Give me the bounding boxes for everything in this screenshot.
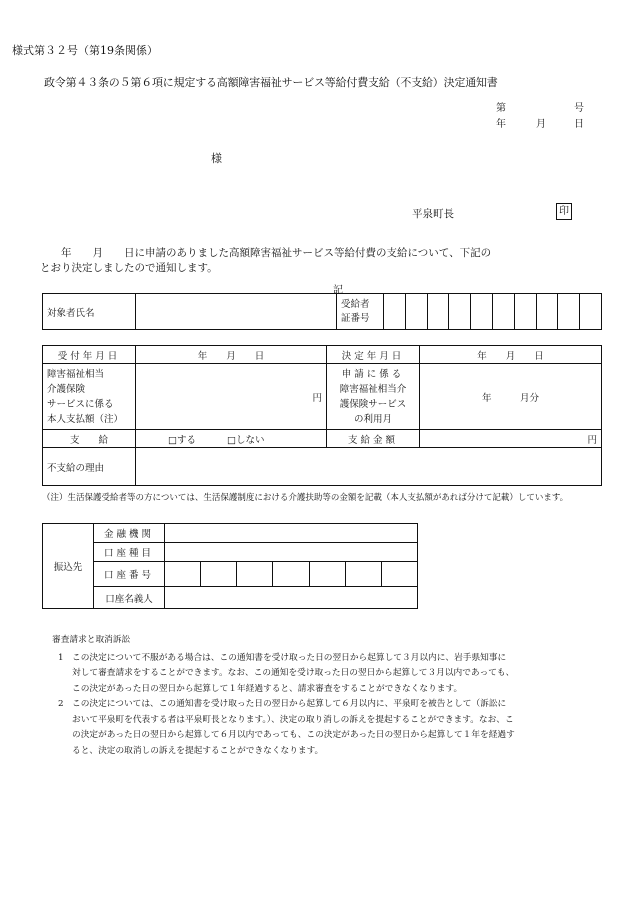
notice-body: [40, 246, 600, 276]
decision-date-label: 決定年月日: [327, 346, 420, 364]
payment-amount-label: 支給金額: [327, 430, 420, 448]
bank-table: [42, 523, 418, 609]
date-month: 月: [536, 119, 546, 130]
appeal-item-number: 2: [58, 699, 64, 709]
non-payment-reason-field[interactable]: [136, 448, 602, 486]
footnote: （注）生活保護受給者等の方については、生活保護制度における介護扶助等の金額を記載（本人支払額があれば分けて記載）しています。: [42, 493, 569, 503]
account-digit-cell[interactable]: [237, 562, 273, 587]
body-line: 年 月 日に申請のありました高額障害福祉サービス等給付費の支給について、下記の: [40, 247, 492, 259]
cert-digit-cell[interactable]: [536, 294, 558, 330]
appeal-item: [52, 697, 592, 759]
payment-no-checkbox[interactable]: □しない: [227, 434, 265, 446]
date-day: 日: [574, 119, 584, 130]
cert-digit-cell[interactable]: [492, 294, 514, 330]
appeal-line: 対して審査請求をすることができます。なお、この通知を受け取った日の翌日から起算して３月以内であっても、: [72, 668, 515, 678]
appeal-heading: 審査請求と取消訴訟: [52, 635, 131, 645]
appeal-section: [52, 633, 592, 759]
transfer-destination-label: 振込先: [43, 524, 94, 609]
received-date-label: 受付年月日: [43, 346, 136, 364]
document-title: 政令第４３条の５第６項に規定する高額障害福祉サービス等給付費支給（不支給）決定通知書: [44, 76, 498, 89]
appeal-line: おいて平泉町を代表する者は平泉町長となります。）、決定の取り消しの訴えを提起することができます。なお、こ: [72, 714, 514, 725]
cert-label-line: 受給者: [341, 298, 370, 310]
bank-name-label: 金融機関: [94, 524, 165, 543]
usage-month-value[interactable]: 年 月分: [420, 364, 602, 430]
ki-heading: 記: [333, 285, 343, 296]
account-number-label: 口座番号: [94, 562, 165, 587]
subject-table: [42, 293, 602, 330]
account-type-field[interactable]: [165, 543, 418, 562]
received-date-value[interactable]: 年 月 日: [136, 346, 327, 364]
decision-date-value[interactable]: 年 月 日: [420, 346, 602, 364]
appeal-line: この決定については、この通知書を受け取った日の翌日から起算して６月以内に、平泉町を被告として（訴訟に: [72, 699, 507, 709]
usage-label-line: の利用月: [353, 413, 392, 425]
body-line: とおり決定しましたので通知します。: [40, 262, 218, 274]
appeal-line: の決定があった日の翌日から起算して６月以内であっても、この決定があった日の翌日から起算して１年を経過す: [72, 730, 515, 740]
certificate-number-label: [337, 294, 384, 330]
usage-label-line: 障害福祉相当介: [339, 383, 407, 395]
bank-name-field[interactable]: [165, 524, 418, 543]
non-payment-reason-label: 不支給の理由: [43, 448, 136, 486]
account-digit-cell[interactable]: [201, 562, 237, 587]
cert-digit-cell[interactable]: [514, 294, 536, 330]
account-holder-label: 口座名義人: [94, 587, 165, 609]
appeal-item: [52, 651, 592, 698]
number-dai: 第: [496, 103, 506, 114]
subject-name-label: 対象者氏名: [43, 294, 136, 330]
account-digit-cell[interactable]: [345, 562, 381, 587]
account-holder-field[interactable]: [165, 587, 418, 609]
account-digit-cell[interactable]: [165, 562, 201, 587]
self-payment-label-line: 障害福祉相当: [47, 368, 105, 380]
recipient-suffix: 様: [211, 152, 222, 165]
payment-yes-checkbox[interactable]: □する: [168, 434, 196, 446]
account-digit-cell[interactable]: [273, 562, 309, 587]
account-type-label: 口座種目: [94, 543, 165, 562]
yen-unit: 円: [587, 434, 597, 446]
appeal-line: ると、決定の取消しの訴えを提起することができなくなります。: [72, 745, 324, 756]
issuer-name: 平泉町長: [412, 208, 454, 220]
payment-amount-value[interactable]: [420, 430, 602, 448]
account-digit-cell[interactable]: [381, 562, 417, 587]
cert-digit-cell[interactable]: [580, 294, 602, 330]
cert-digit-cell[interactable]: [405, 294, 427, 330]
usage-label-line: 護保険サービス: [339, 398, 407, 410]
form-number: 様式第３２号（第19条関係）: [12, 44, 158, 57]
self-payment-amount[interactable]: [136, 364, 327, 430]
cert-digit-cell[interactable]: [427, 294, 449, 330]
usage-month-label: [327, 364, 420, 430]
appeal-line: この決定があった日の翌日から起算して１年経過すると、請求審査をすることができなくなります。: [72, 683, 463, 694]
usage-label-line: 申請に係る: [341, 368, 405, 380]
cert-digit-cell[interactable]: [558, 294, 580, 330]
self-payment-label-line: 本人支払額（注）: [47, 413, 124, 425]
self-payment-label-line: 介護保険: [47, 383, 86, 395]
decision-table: [42, 345, 602, 486]
yen-unit: 円: [312, 392, 322, 404]
self-payment-label: [43, 364, 136, 430]
cert-label-line: 証番号: [341, 312, 370, 324]
cert-digit-cell[interactable]: [449, 294, 471, 330]
payment-label: 支 給: [43, 430, 136, 448]
appeal-item-number: 1: [58, 652, 64, 663]
cert-digit-cell[interactable]: [471, 294, 493, 330]
subject-name-field[interactable]: [136, 294, 337, 330]
appeal-line: この決定について不服がある場合は、この通知書を受け取った日の翌日から起算して３月以内に、岩手県知事に: [72, 652, 507, 663]
date-year: 年: [496, 119, 506, 130]
number-go: 号: [574, 103, 584, 114]
payment-choice: [136, 430, 327, 448]
account-digit-cell[interactable]: [309, 562, 345, 587]
self-payment-label-line: サービスに係る: [47, 398, 114, 410]
cert-digit-cell[interactable]: [384, 294, 406, 330]
seal-stamp: 印: [556, 203, 572, 220]
